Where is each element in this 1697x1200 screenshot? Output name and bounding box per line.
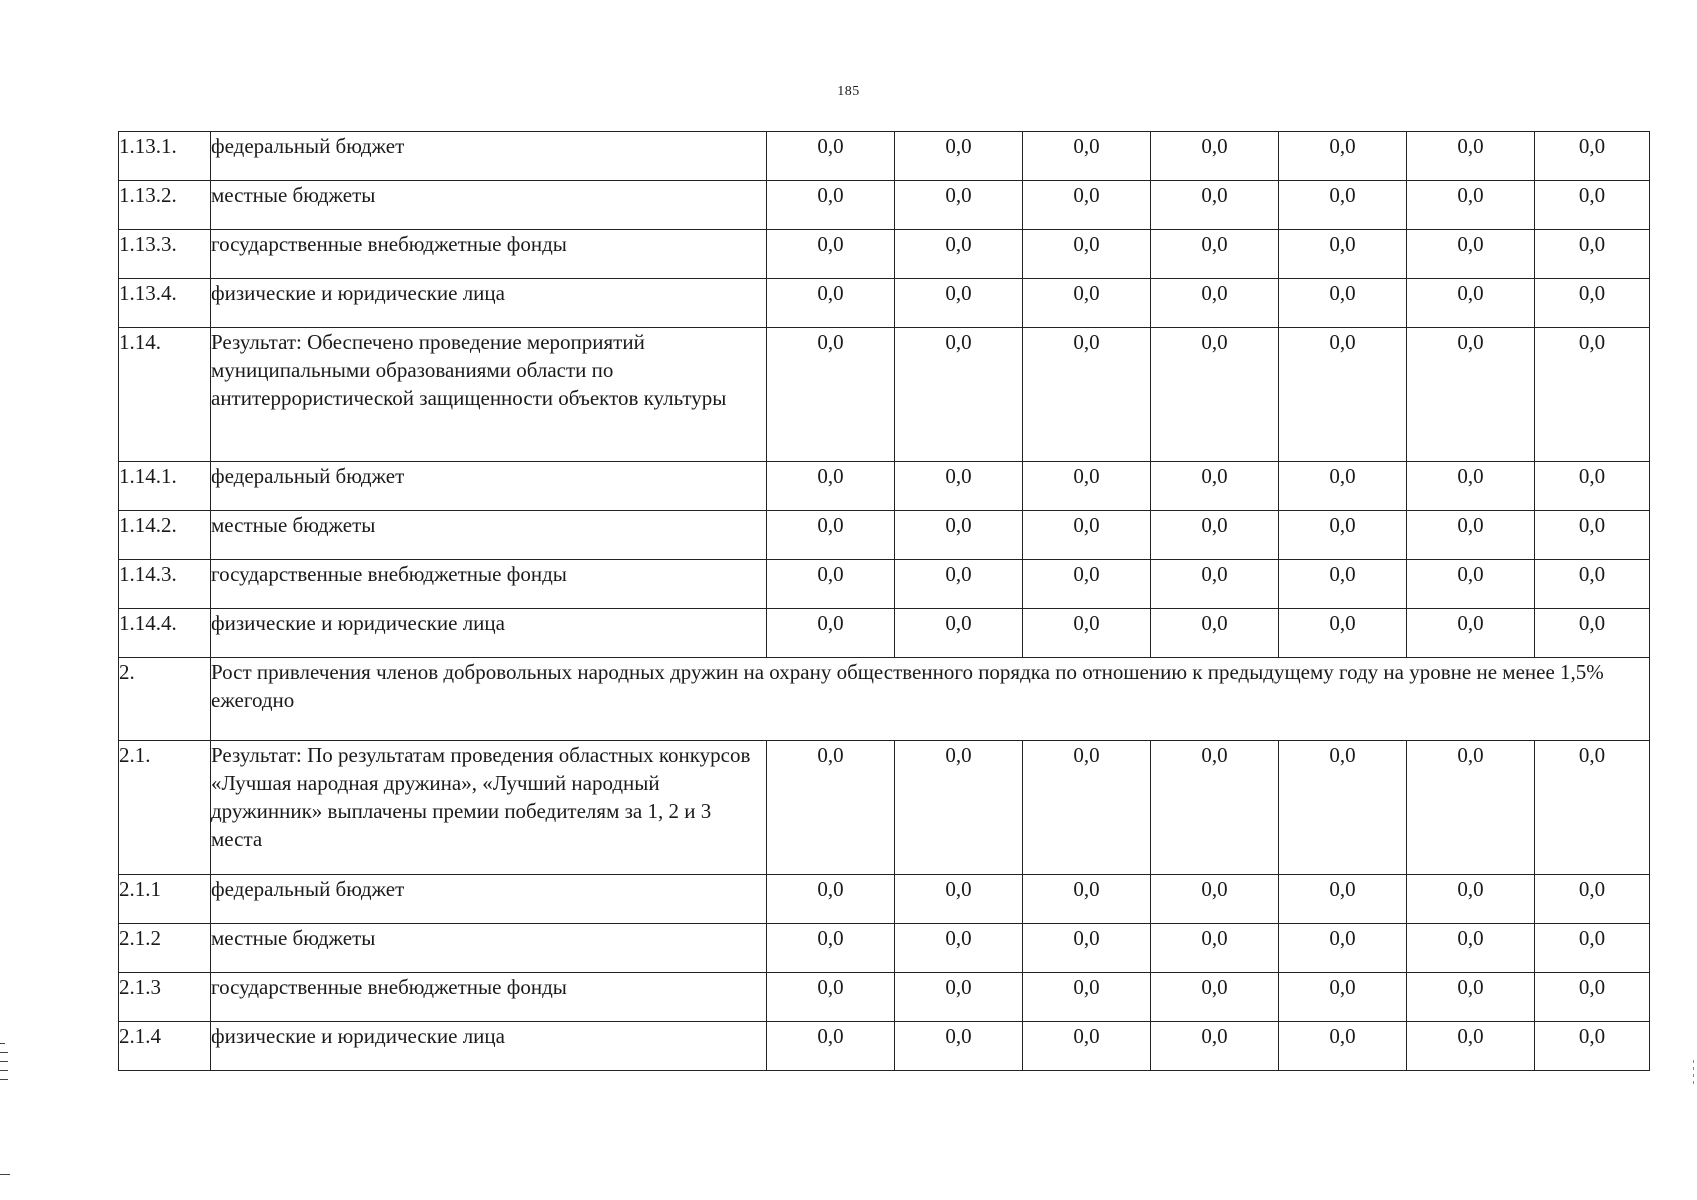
scan-bottom-mark	[0, 1174, 10, 1175]
row-description: государственные внебюджетные фонды	[211, 973, 767, 1022]
row-description: физические и юридические лица	[211, 1022, 767, 1071]
table-body	[119, 132, 1650, 1071]
row-number: 2.1.1	[119, 875, 211, 924]
value-cell: 0,0	[1535, 973, 1650, 1022]
value-cell: 0,0	[1151, 181, 1279, 230]
value-cell: 0,0	[895, 132, 1023, 181]
table-row	[119, 1022, 1650, 1071]
row-number: 1.14.2.	[119, 511, 211, 560]
table-row	[119, 279, 1650, 328]
row-number: 1.14.	[119, 328, 211, 462]
value-cell: 0,0	[1279, 279, 1407, 328]
value-cell: 0,0	[1151, 1022, 1279, 1071]
row-number: 2.1.2	[119, 924, 211, 973]
value-cell: 0,0	[767, 279, 895, 328]
page-number: 185	[837, 84, 860, 99]
value-cell: 0,0	[1407, 924, 1535, 973]
value-cell: 0,0	[1407, 1022, 1535, 1071]
value-cell: 0,0	[1535, 230, 1650, 279]
value-cell: 0,0	[1151, 132, 1279, 181]
value-cell: 0,0	[1151, 230, 1279, 279]
value-cell: 0,0	[1279, 741, 1407, 875]
value-cell: 0,0	[1151, 328, 1279, 462]
value-cell: 0,0	[1151, 741, 1279, 875]
value-cell: 0,0	[1535, 279, 1650, 328]
value-cell: 0,0	[1407, 279, 1535, 328]
row-number: 1.14.3.	[119, 560, 211, 609]
goal-description: Рост привлечения членов добровольных народных дружин на охрану общественного порядка по отношению к предыдущему году на уровне не менее 1,5% ежегодно	[211, 658, 1650, 741]
value-cell: 0,0	[1023, 560, 1151, 609]
value-cell: 0,0	[1279, 132, 1407, 181]
value-cell: 0,0	[1279, 511, 1407, 560]
value-cell: 0,0	[767, 560, 895, 609]
value-cell: 0,0	[895, 875, 1023, 924]
table-row	[119, 609, 1650, 658]
value-cell: 0,0	[1151, 560, 1279, 609]
value-cell: 0,0	[1023, 511, 1151, 560]
value-cell: 0,0	[1023, 609, 1151, 658]
value-cell: 0,0	[1535, 328, 1650, 462]
value-cell: 0,0	[1535, 1022, 1650, 1071]
value-cell: 0,0	[895, 328, 1023, 462]
value-cell: 0,0	[767, 328, 895, 462]
value-cell: 0,0	[1151, 973, 1279, 1022]
table-row	[119, 875, 1650, 924]
value-cell: 0,0	[1407, 132, 1535, 181]
value-cell: 0,0	[1279, 230, 1407, 279]
goal-row	[119, 658, 1650, 741]
value-cell: 0,0	[767, 741, 895, 875]
value-cell: 0,0	[1407, 511, 1535, 560]
value-cell: 0,0	[895, 1022, 1023, 1071]
value-cell: 0,0	[1151, 609, 1279, 658]
value-cell: 0,0	[1535, 511, 1650, 560]
value-cell: 0,0	[1023, 181, 1151, 230]
value-cell: 0,0	[1407, 973, 1535, 1022]
budget-table	[118, 131, 1650, 1071]
value-cell: 0,0	[1279, 560, 1407, 609]
value-cell: 0,0	[1535, 462, 1650, 511]
value-cell: 0,0	[1023, 279, 1151, 328]
value-cell: 0,0	[1279, 609, 1407, 658]
value-cell: 0,0	[1535, 741, 1650, 875]
row-description: федеральный бюджет	[211, 132, 767, 181]
table-row	[119, 973, 1650, 1022]
value-cell: 0,0	[1535, 875, 1650, 924]
row-description: местные бюджеты	[211, 511, 767, 560]
value-cell: 0,0	[1407, 328, 1535, 462]
row-description: федеральный бюджет	[211, 462, 767, 511]
value-cell: 0,0	[767, 1022, 895, 1071]
value-cell: 0,0	[1407, 560, 1535, 609]
value-cell: 0,0	[1407, 609, 1535, 658]
result-row	[119, 741, 1650, 875]
table-row	[119, 462, 1650, 511]
value-cell: 0,0	[1023, 973, 1151, 1022]
value-cell: 0,0	[1535, 924, 1650, 973]
row-number: 1.13.1.	[119, 132, 211, 181]
value-cell: 0,0	[1279, 181, 1407, 230]
row-number: 1.14.4.	[119, 609, 211, 658]
value-cell: 0,0	[895, 973, 1023, 1022]
row-number: 1.13.3.	[119, 230, 211, 279]
row-description: государственные внебюджетные фонды	[211, 560, 767, 609]
value-cell: 0,0	[1023, 875, 1151, 924]
row-number: 2.1.4	[119, 1022, 211, 1071]
value-cell: 0,0	[1535, 132, 1650, 181]
value-cell: 0,0	[1023, 328, 1151, 462]
row-number: 2.	[119, 658, 211, 741]
value-cell: 0,0	[1023, 462, 1151, 511]
value-cell: 0,0	[1023, 230, 1151, 279]
value-cell: 0,0	[767, 230, 895, 279]
row-number: 1.14.1.	[119, 462, 211, 511]
value-cell: 0,0	[1407, 181, 1535, 230]
value-cell: 0,0	[895, 741, 1023, 875]
value-cell: 0,0	[1279, 1022, 1407, 1071]
value-cell: 0,0	[895, 609, 1023, 658]
value-cell: 0,0	[895, 462, 1023, 511]
value-cell: 0,0	[895, 279, 1023, 328]
table-row	[119, 560, 1650, 609]
value-cell: 0,0	[1023, 1022, 1151, 1071]
value-cell: 0,0	[895, 924, 1023, 973]
table-row	[119, 924, 1650, 973]
value-cell: 0,0	[1279, 924, 1407, 973]
table-row	[119, 511, 1650, 560]
value-cell: 0,0	[1151, 875, 1279, 924]
value-cell: 0,0	[767, 875, 895, 924]
value-cell: 0,0	[1151, 511, 1279, 560]
scan-margin-marks	[0, 1043, 10, 1088]
row-description: местные бюджеты	[211, 924, 767, 973]
value-cell: 0,0	[1151, 924, 1279, 973]
table-row	[119, 230, 1650, 279]
value-cell: 0,0	[1535, 560, 1650, 609]
value-cell: 0,0	[1151, 462, 1279, 511]
row-number: 2.1.	[119, 741, 211, 875]
value-cell: 0,0	[1023, 924, 1151, 973]
value-cell: 0,0	[1407, 462, 1535, 511]
table-row	[119, 181, 1650, 230]
row-number: 2.1.3	[119, 973, 211, 1022]
value-cell: 0,0	[767, 462, 895, 511]
row-number: 1.13.2.	[119, 181, 211, 230]
value-cell: 0,0	[767, 132, 895, 181]
row-number: 1.13.4.	[119, 279, 211, 328]
value-cell: 0,0	[1023, 741, 1151, 875]
row-description: государственные внебюджетные фонды	[211, 230, 767, 279]
value-cell: 0,0	[1279, 462, 1407, 511]
scan-right-marks	[1693, 1060, 1695, 1088]
row-description: федеральный бюджет	[211, 875, 767, 924]
value-cell: 0,0	[767, 511, 895, 560]
value-cell: 0,0	[1279, 973, 1407, 1022]
value-cell: 0,0	[1407, 875, 1535, 924]
value-cell: 0,0	[1023, 132, 1151, 181]
value-cell: 0,0	[1407, 230, 1535, 279]
row-description: Результат: Обеспечено проведение мероприятий муниципальными образованиями области по антитеррористической защищенности объектов культуры	[211, 328, 767, 462]
value-cell: 0,0	[1151, 279, 1279, 328]
result-row	[119, 328, 1650, 462]
value-cell: 0,0	[1407, 741, 1535, 875]
value-cell: 0,0	[1535, 181, 1650, 230]
value-cell: 0,0	[1279, 328, 1407, 462]
value-cell: 0,0	[767, 609, 895, 658]
row-description: физические и юридические лица	[211, 609, 767, 658]
value-cell: 0,0	[767, 924, 895, 973]
value-cell: 0,0	[767, 973, 895, 1022]
row-description: местные бюджеты	[211, 181, 767, 230]
value-cell: 0,0	[895, 230, 1023, 279]
value-cell: 0,0	[1279, 875, 1407, 924]
value-cell: 0,0	[767, 181, 895, 230]
value-cell: 0,0	[895, 511, 1023, 560]
row-description: физические и юридические лица	[211, 279, 767, 328]
value-cell: 0,0	[895, 181, 1023, 230]
value-cell: 0,0	[895, 560, 1023, 609]
table-row	[119, 132, 1650, 181]
row-description: Результат: По результатам проведения областных конкурсов «Лучшая народная дружина», «Лучший народный дружинник» выплачены премии победителям за 1, 2 и 3 места	[211, 741, 767, 875]
value-cell: 0,0	[1535, 609, 1650, 658]
